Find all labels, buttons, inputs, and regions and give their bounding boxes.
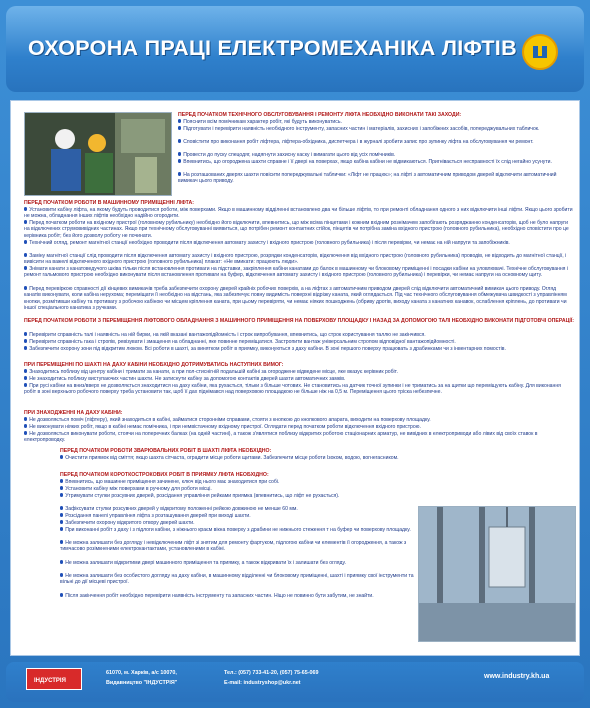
bullet-icon [178, 152, 181, 155]
list-item: Не можна залишати відкритими двері машинного приміщення та приямку, а також відкривати їх і залишати без огляду. [60, 560, 414, 566]
bullet-icon [178, 172, 181, 175]
bullet-icon [24, 220, 27, 223]
bullet-icon [24, 376, 27, 379]
list-item: Підготувати і перевірити наявність необхідного інструменту, запасних частин і матеріалів, захисних і запобіжних засобів, попереджувальних табличок. [178, 126, 574, 132]
list-item: Не можна залишати без особистого догляду на даху кабіни, в машинному відділенні чи блоковому приміщенні, шахті і приямку свої інструменти та вільні до дії місцеві пристрої. [60, 573, 414, 586]
list-item: Розсідання панелі управління ліфта з розташування дверей при виході шахти. [60, 513, 414, 519]
bullet-icon [24, 339, 27, 342]
bullet-icon [24, 417, 27, 420]
bullet-icon [24, 369, 27, 372]
bullet-icon [24, 383, 27, 386]
section-title-welding: ПЕРЕД ПОЧАТКОМ РОБОТИ ЗВАРЮВАЛЬНИХ РОБІТ В ШАХТІ ЛІФТА НЕОБХІДНО: [60, 448, 272, 454]
list-item: Зафіксувати стулки розсувних дверей у відкритому положенні рейкою довжиною не менше 60 мм. [60, 506, 414, 512]
section-title-machine-room: ПЕРЕД ПОЧАТКОМ РОБОТИ В МАШИННОМУ ПРИМІЩЕННІ ЛІФТА: [24, 200, 194, 206]
bullet-icon [60, 527, 63, 530]
bullet-icon [60, 479, 63, 482]
section-title-maintenance: ПЕРЕД ПОЧАТКОМ ТЕХНІЧНОГО ОБСЛУГОВУВАННЯ І РЕМОНТУ ЛІФТА НЕОБХІДНО ВИКОНАТИ ТАКІ ЗАХОДИ: [178, 112, 462, 118]
footer-publisher: Видавництво "ІНДУСТРІЯ" [106, 680, 178, 686]
bullet-icon [60, 520, 63, 523]
poster-title: ОХОРОНА ПРАЦІ ЕЛЕКТРОМЕХАНІКА ЛІФТІВ [28, 36, 517, 60]
footer-url-link[interactable]: www.industry.kh.ua [484, 673, 550, 680]
bullet-icon [24, 424, 27, 427]
bullet-icon [60, 560, 63, 563]
list-item: Не дозволяється поміч (ліфтеру), який знаходиться в кабіні, займатися сторонніми справами, стояти з кнопкою до кнопкового апарата, виходити на поверхову площадку. [24, 417, 574, 423]
list-item: Впевнитись, що машинне приміщення зачинене, ключ від нього має знаходитися при собі. [60, 479, 414, 485]
list-item: Перед початком роботи на вхідному пристрої (головному рубильнику) необхідно його відключити, впевнитись, що між всіма пінцетами і кожним вхідним рознімачем запобігають розряджанню конденсаторів, щоб не було напруги на відключених струмовивідних частинах. Якщо при технічному обслуговуванні виявиться, що потрібен ремонт контактних стійок, пінцетів чи потрібна заміна вхідного пристрою (головного рубильника), необхідно сповістити про це керівника робіт; без його дозволу роботу не починати. [24, 220, 569, 239]
bullet-icon [60, 506, 63, 509]
bullet-icon [24, 346, 27, 349]
bullet-icon [178, 139, 181, 142]
section-title-hoist: ПЕРЕД ПОЧАТКОМ РОБОТИ З ПЕРЕМІЩЕННЯ ЛІФТОВОГО ОБЛАДНАННЯ З МАШИННОГО ПРИМІЩЕННЯ НА ПОВЕРХОВУ ПЛОЩАДКУ І НАЗАД ЗА ДОПОМОГОЮ ТАЛІ НЕОБХІДНО ВИКОНАТИ ПІДГОТОВЧІ ОПЕРАЦІЇ: [24, 318, 574, 324]
bullet-icon [24, 286, 27, 289]
footer-brand: ІНДУСТРІЯ [34, 678, 66, 684]
bullet-icon [24, 332, 27, 335]
section-title-shaft-roof: ПРИ ПЕРЕМІЩЕННІ ПО ШАХТІ НА ДАХУ КАБІНИ НЕОБХІДНО ДОТРИМУВАТИСЬ НАСТУПНИХ ВИМОГ: [24, 362, 284, 368]
bullet-icon [60, 493, 63, 496]
list-item: Знімати канати з канатоведучого шківа тільки після встановлення противаги на підставки, закріплення кабіни канатами до балок в машинному чи блоковому приміщенні і посадки кабіни на уловлювачі. Технічне обслуговування і ремонт гальмового пристрою необхідно виконувати після встановлення противаги на буфер, відключення автомату захисту і вхідного пристрою (головного рубильника) і перевірки, чи немає напруги на основному щиту. [24, 266, 568, 279]
list-item: Знаходитись поблизу від центру кабіни і тримати за канати, а при пол-стиснігній подальшій кабіні за огороджене відведене місце, яке вказує керівник робіт. [24, 369, 574, 375]
list-item: Утримувати стулки розсувних дверей, розсідання управління рейками приямка (впевнитись, що ліфт не рухається). [60, 493, 414, 499]
list-item: Очистити приямок від сміття; якщо шахта сітчаста, оградити місце роботи щитами. Забезпечити місце роботи Ізоком, водою, вогнегасником. [60, 455, 574, 461]
list-item: Перевірити справність гака і стропів, ревізувати і змащення на обладнанні, яке повинне переміщатися. Застропити вантаж універсальним стропом відповідної вантажопідйомності. [24, 339, 574, 345]
list-item: Пояснити всім помічникам характер робіт, які будуть виконуватись. [178, 119, 574, 125]
bullet-icon [60, 486, 63, 489]
list-item: На розташованих дверях шахти повісити попереджувальні таблички: «Ліфт не працює»; на ліфті з автоматичним приводом дверей відключити автоматичний вимикач цього приводу. [178, 172, 557, 185]
bullet-icon [178, 119, 181, 122]
bullet-icon [24, 240, 27, 243]
bullet-icon [24, 253, 27, 256]
list-item: Заміну магнітної станції слід проводити після відключення автомату захисту і вхідного пристрою, розрядки конденсаторів, відключення від вхідного пристрою (головного рубильника) проводів, не відходить до магнітної станції, і вивісити на важелі відключеного вхідного пристрою (головного рубильника) плакат: «Не вмикати: працюють люди». [24, 253, 567, 266]
list-item: Не виконувати ніяких робіт, якщо в кабіні немає помічника, і при немвістачному вхідному пристрої. Оглядати перед початком роботи відключення вхідного пристрою. [24, 424, 574, 430]
bullet-icon [60, 573, 63, 576]
list-item: Установити кабіну між поверхами в ручному для роботи місці. [60, 486, 414, 492]
list-item: Провести до пуску спецодяг, надягнути захисну каску і вимагати цього від усіх помічників. [178, 152, 574, 158]
footer-email[interactable]: E-mail: industryshop@ukr.net [224, 680, 301, 686]
bullet-icon [60, 593, 63, 596]
bullet-icon [178, 126, 181, 129]
bullet-icon [60, 513, 63, 516]
list-item: Установити кабіну ліфта, на якому будуть проводитися роботи, між поверхами. Якщо в машинному відділенні встановлено два чи більше ліфтів, то при ремонті обладнання одного з них відключити інші ліфти. Якщо цього зробити не можна, обладнання інших ліфтів необхідно надійно огородити. [24, 207, 573, 220]
footer-phone: Тел.: (057) 733-41-20, (057) 75-65-069 [224, 670, 319, 676]
bullet-icon [24, 431, 27, 434]
footer-address: 61070, м. Харків, а/с 10070, [106, 670, 177, 676]
workers-photo [24, 112, 172, 196]
list-item: Сповістити про виконання робіт ліфтера, ліфтера-обхідника, диспетчера і в журналі зробити запис про зупинку ліфта на обслуговування чи ремонт. [178, 139, 574, 145]
list-item: Перед перевіркою справності дії кінцевих вимикачів треба забезпечити охорону дверей крайніх робочих поверхів, а на ліфтах з автоматичним приводом дверей слід відключити автоматичний вимикач цього приводу. Огляд канатів виконувати, коли кабіна нерухома; переміщати її необхідно на відстань, яка забезпечує повну видимість поверхні відрізку каната, який оглядається. Під час технічного обслуговування обмежувача швидкості з управлінням кнопки, розмітивши кабіну та противагу з робочою кабіною чи місцем кріплення каната, при цьому перевіряти, чи немає ніяких пошкоджень (обриву дротів, виходу каната з канатних канавок, ослаблення кріплень, до противаги чи іншої спеціального канатика з ручками. [24, 286, 567, 311]
section-title-on-roof: ПРИ ЗНАХОДЖЕННІ НА ДАХУ КАБІНИ: [24, 410, 123, 416]
bullet-icon [60, 540, 63, 543]
elevator-shaft-photo [418, 506, 576, 642]
company-logo-icon [522, 34, 558, 70]
list-item: Впевнитись, що огороджена шахти справне і її двері на поверхах, якщо кабіна кабіни не відмикаються. Пригнівається несправності їх слід негайно усунути. [178, 159, 574, 165]
list-item: Після закінчення робіт необхідно перевірити наявність інструменту та запасних частин. Ніщо не повинно бути забутим, не знайти. [60, 593, 414, 599]
bullet-icon [178, 159, 181, 162]
bullet-icon [24, 207, 27, 210]
list-item: Не дозволяється виконувати роботи, стоячи на поперечних балках (на одній частині), а також з'являтися поблизу відкритих роботою стаціонарних арматур, не вивідних в електроприводи або лівих від своїх ставок в електропроводку. [24, 431, 538, 444]
bullet-icon [24, 266, 27, 269]
bullet-icon [60, 455, 63, 458]
section-title-pit: ПЕРЕД ПОЧАТКОМ КОРОТКОСТРОКОВИХ РОБІТ В ПРИЯМКУ ЛІФТА НЕОБХІДНО: [60, 472, 269, 478]
list-item: Технічний огляд, ремонт магнітної станції необхідно проводити після відключення автомату захисту і вхідного пристрою (головного рубильника) і після перевірки, чи немає на ній напруги та запобіжників. [24, 240, 574, 246]
list-item: Не знаходитись поблизу виступаючих частин шахти. Не затиснути кабіну за допомогою контактів дверей шахти автоматичних замків. [24, 376, 574, 382]
list-item: Забезпечити охорону зони під відкритим люком. Всі роботи в шахті, за винятком робіт в приямку, виконуються з даху кабіни. В зоні першого поверху працювать з драбинками чи з інвентарних помостів. [24, 346, 574, 352]
list-item: При русі кабіни на вниз/вверх не дозволяється знаходитися на даху кабіни, яка рухається, тільки з більше чотових. Не становитись на датчик точної зупинки і не триматись за на щитки що переміщують кабіну. Для виконання робіт в зоні верхнього робочого поверху треба установити так, щоб її дах піднімався над поверховою площадкою не більше ніж на 0,5 м. Переміщення цього тріска небезпечне. [24, 383, 561, 396]
list-item: При виконанні робіт з даху і з підлоги кабіни, з ніжнього краєм вікна поверху з драбини не нижнього стеження т на буфер чи поверхову площадку. [60, 527, 414, 533]
list-item: Не можна залишати без догляду і невідключеним ліфт зі знятим для ремонту фартуком, підлогою кабіни чи елементів її огородження, а також з тимчасово розімкненими електрокантактами, установленими в кабіні. [60, 540, 407, 553]
list-item: Забезпечити охорону відкритого отвору дверей шахти. [60, 520, 414, 526]
list-item: Перевірити справність талі і наявність на ній бирки, на якій вказані вантажопідйомність і строк випробування, впевнитись, що строк користування таллю не закінчився. [24, 332, 574, 338]
